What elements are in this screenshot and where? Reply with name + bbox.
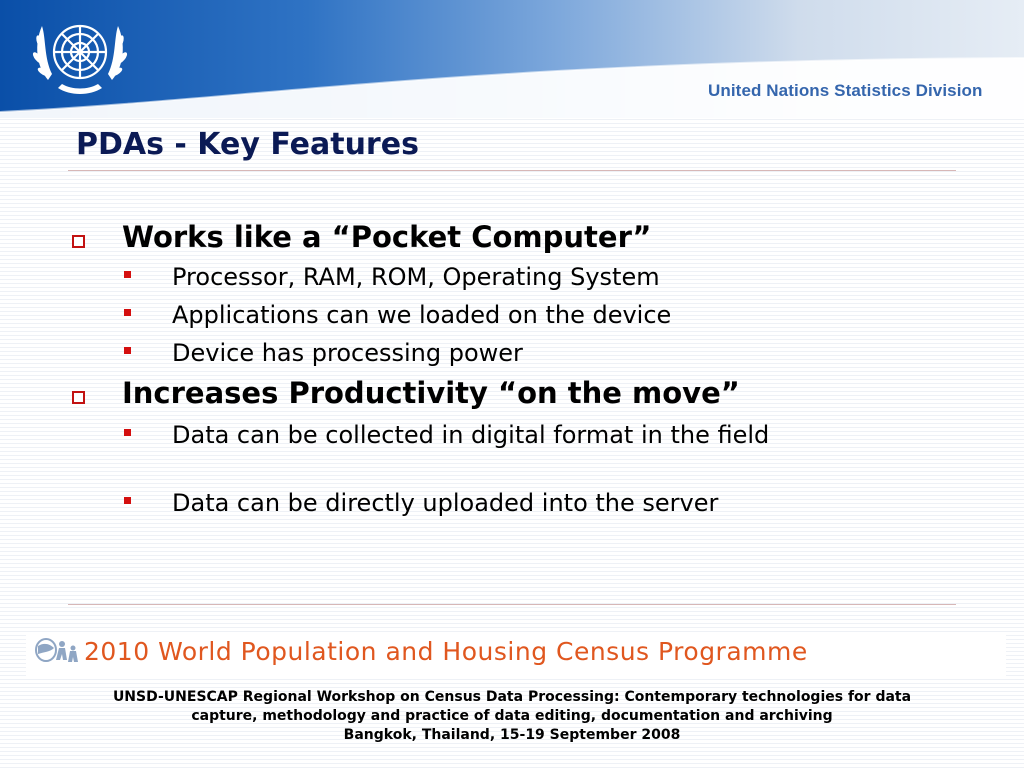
sub-bullet-text: Data can be directly uploaded into the server (172, 489, 719, 517)
census-programme-banner (26, 632, 1006, 676)
organization-name: United Nations Statistics Division (708, 81, 983, 100)
square-bullet-icon (124, 497, 131, 504)
census-globe-icon (32, 634, 84, 670)
bullet-text: Works like a “Pocket Computer” (122, 220, 652, 254)
hollow-square-bullet-icon (72, 235, 85, 248)
square-bullet-icon (124, 347, 131, 354)
footer-line: capture, methodology and practice of data editing, documentation and archiving (191, 708, 833, 724)
square-bullet-icon (124, 309, 131, 316)
hollow-square-bullet-icon (72, 391, 85, 404)
footer-line: UNSD-UNESCAP Regional Workshop on Census Data Processing: Contemporary technologies for data (112, 689, 912, 705)
sub-bullet-text: Applications can we loaded on the device (172, 301, 672, 329)
square-bullet-icon (124, 271, 131, 278)
slide-title: PDAs - Key Features (76, 127, 419, 162)
workshop-footer (0, 688, 1024, 745)
census-programme-text: 2010 World Population and Housing Census Programme (84, 637, 808, 666)
sub-bullet-text: Device has processing power (172, 339, 523, 367)
footer-divider (68, 604, 956, 605)
square-bullet-icon (124, 429, 131, 436)
sub-bullet-text: Data can be collected in digital format in the field (172, 421, 770, 449)
footer-line: Bangkok, Thailand, 15-19 September 2008 (343, 727, 681, 743)
sub-bullet-text: Processor, RAM, ROM, Operating System (172, 263, 660, 291)
bullet-text: Increases Productivity “on the move” (122, 376, 740, 410)
